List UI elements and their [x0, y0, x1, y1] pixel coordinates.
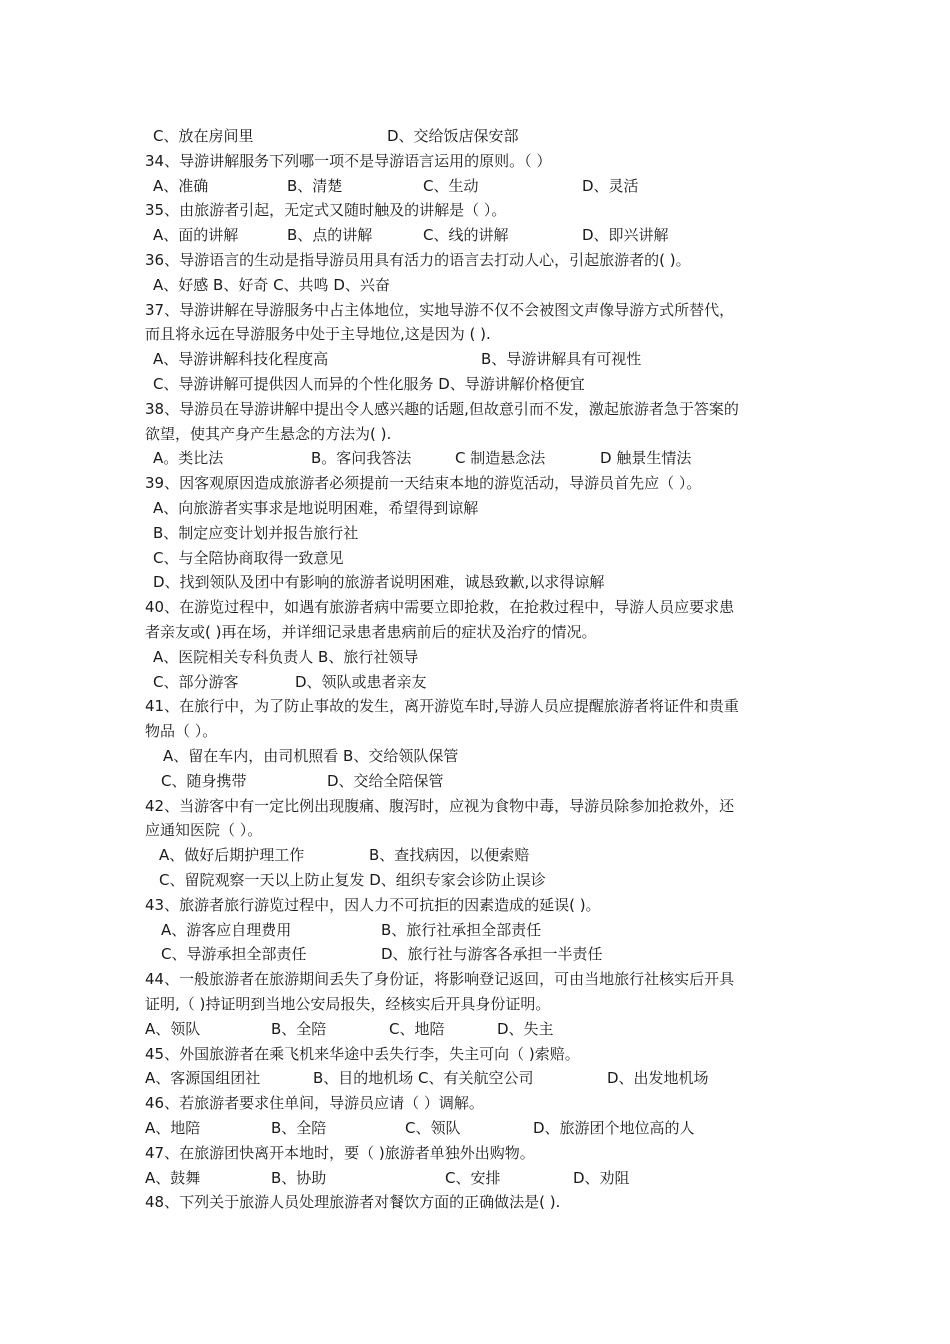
text-line	[145, 1017, 825, 1042]
text-segment: 应通知医院（ ）。	[145, 821, 263, 840]
text-segment: B、点的讲解	[287, 226, 373, 245]
text-line	[145, 248, 825, 273]
text-segment: B、清楚	[287, 176, 343, 195]
text-segment: D、交给全陪保管	[327, 771, 444, 790]
text-line	[145, 843, 825, 868]
text-segment: 46、若旅游者要求住单间，导游员应请（ ）调解。	[145, 1094, 484, 1113]
text-segment: D、旅游团个地位高的人	[533, 1119, 695, 1137]
text-line	[145, 694, 825, 719]
text-segment: 37、导游讲解在导游服务中占主体地位，实地导游不仅不会被图文声像导游方式所替代，	[145, 300, 735, 319]
text-line	[145, 149, 825, 174]
text-line	[145, 372, 825, 397]
text-line	[145, 744, 825, 769]
text-segment: 42、当游客中有一定比例出现腹痛、腹泻时，应视为食物中毒，导游员除参加抢救外，还	[145, 796, 735, 815]
text-line	[145, 620, 825, 645]
text-segment: C、导游承担全部责任	[161, 945, 307, 964]
text-segment: C、领队	[405, 1119, 461, 1137]
text-segment: B、全陪	[271, 1119, 327, 1137]
text-line	[145, 769, 825, 794]
text-line	[145, 1116, 825, 1141]
text-line	[145, 918, 825, 943]
text-line	[145, 645, 825, 670]
text-segment: A、游客应自理费用	[161, 920, 292, 939]
text-line	[145, 1141, 825, 1166]
text-line	[145, 124, 825, 149]
text-segment: C、地陪	[389, 1019, 445, 1038]
text-segment: C、安排	[445, 1168, 501, 1187]
text-line	[145, 1091, 825, 1116]
text-segment: A、向旅游者实事求是地说明困难，希望得到谅解	[153, 499, 479, 517]
text-line	[145, 893, 825, 918]
text-line	[145, 198, 825, 223]
text-line	[145, 570, 825, 595]
text-segment: A、准确	[153, 176, 209, 195]
text-segment: 40、在游览过程中，如遇有旅游者病中需要立即抢救，在抢救过程中，导游人员应要求患	[145, 598, 735, 617]
text-line	[145, 298, 825, 323]
text-line	[145, 347, 825, 372]
text-segment: 而且将永远在导游服务中处于主导地位,这是因为 ( ).	[145, 325, 491, 344]
text-segment: C、与全陪协商取得一致意见	[153, 548, 344, 567]
text-segment: C、生动	[423, 176, 479, 195]
text-line	[145, 670, 825, 695]
text-segment: A、做好后期护理工作	[159, 846, 305, 865]
text-segment: 欲望，使其产身产生悬念的方法为( ).	[145, 424, 392, 443]
text-line	[145, 992, 825, 1017]
text-segment: D、交给饭店保安部	[387, 127, 519, 145]
text-segment: C、线的讲解	[423, 226, 509, 245]
text-segment: 者亲友或( )再在场，并详细记录患者患病前后的症状及治疗的情况。	[145, 623, 597, 641]
text-line	[145, 1066, 825, 1091]
text-segment: A、客源国组团社	[145, 1069, 261, 1088]
text-segment: C、放在房间里	[153, 127, 254, 145]
text-line	[145, 546, 825, 571]
text-segment: D、找到领队及团中有影响的旅游者说明困难，诚恳致歉,以求得谅解	[153, 573, 605, 592]
text-segment: A、好感 B、好奇 C、共鸣 D、兴奋	[153, 275, 390, 294]
text-segment: C、留院观察一天以上防止复发 D、组织专家会诊防止误诊	[159, 871, 546, 889]
text-segment: D、出发地机场	[607, 1069, 709, 1088]
text-segment: 45、外国旅游者在乘飞机来华途中丢失行李，失主可向（ )索赔。	[145, 1044, 580, 1063]
text-segment: 41、在旅行中，为了防止事故的发生，离开游览车时,导游人员应提醒旅游者将证件和贵重	[145, 697, 739, 716]
text-line	[145, 868, 825, 893]
text-segment: B、协助	[271, 1168, 327, 1187]
text-segment: A、地陪	[145, 1119, 201, 1137]
text-line	[145, 446, 825, 471]
text-line	[145, 719, 825, 744]
text-line	[145, 942, 825, 967]
text-segment: B、制定应变计划并报告旅行社	[153, 523, 359, 542]
text-segment: A、留在车内，由司机照看 B、交给领队保管	[163, 747, 459, 765]
text-line	[145, 818, 825, 843]
text-segment: B、目的地机场 C、有关航空公司	[313, 1069, 534, 1088]
text-segment: B、旅行社承担全部责任	[381, 920, 542, 939]
text-segment: D、旅行社与游客各承担一半责任	[381, 945, 603, 964]
text-segment: D、即兴讲解	[582, 226, 669, 245]
text-segment: 44、一般旅游者在旅游期间丢失了身份证，将影响登记返回，可由当地旅行社核实后开具	[145, 970, 735, 989]
text-segment: 47、在旅游团快离开本地时，要（ )旅游者单独外出购物。	[145, 1143, 535, 1162]
text-line	[145, 521, 825, 546]
text-segment: B。客问我答法	[311, 449, 412, 468]
text-line	[145, 422, 825, 447]
text-segment: D、失主	[497, 1019, 554, 1038]
text-segment: 38、导游员在导游讲解中提出令人感兴趣的话题,但故意引而不发，激起旅游者急于答案的	[145, 399, 739, 418]
text-segment: B、全陪	[271, 1019, 327, 1038]
text-segment: 36、导游语言的生动是指导游员用具有活力的语言去打动人心，引起旅游者的( )。	[145, 251, 691, 269]
text-line	[145, 471, 825, 496]
text-segment: D、领队或患者亲友	[295, 672, 427, 691]
text-segment: A。类比法	[153, 449, 224, 468]
text-segment: B、查找病因，以便索赔	[369, 846, 530, 865]
text-line	[145, 1042, 825, 1067]
text-segment: C、随身携带	[161, 771, 247, 790]
text-segment: A、领队	[145, 1019, 201, 1038]
text-line	[145, 794, 825, 819]
text-line	[145, 595, 825, 620]
text-line	[145, 397, 825, 422]
text-segment: 证明,（ )持证明到当地公安局报失，经核实后开具身份证明。	[145, 995, 551, 1013]
text-line	[145, 174, 825, 199]
text-line	[145, 496, 825, 521]
text-line	[145, 322, 825, 347]
text-segment: 48、下列关于旅游人员处理旅游者对餐饮方面的正确做法是( ).	[145, 1193, 561, 1212]
text-segment: C 制造悬念法	[455, 449, 546, 468]
text-segment: A、面的讲解	[153, 226, 239, 245]
text-segment: A、医院相关专科负责人 B、旅行社领导	[153, 647, 419, 666]
text-line	[145, 223, 825, 248]
text-segment: D、劝阻	[573, 1168, 630, 1187]
text-line	[145, 1190, 825, 1215]
text-segment: 34、导游讲解服务下列哪一项不是导游语言运用的原则。（ ）	[145, 151, 552, 170]
text-segment: A、鼓舞	[145, 1168, 201, 1187]
text-segment: C、导游讲解可提供因人而异的个性化服务 D、导游讲解价格便宜	[153, 375, 585, 393]
text-segment: 39、因客观原因造成旅游者必须提前一天结束本地的游览活动，导游员首先应（ ）。	[145, 474, 702, 493]
text-segment: D、灵活	[582, 176, 639, 195]
text-line	[145, 967, 825, 992]
text-segment: 35、由旅游者引起，无定式又随时触及的讲解是（ ）。	[145, 201, 507, 220]
text-segment: D 触景生情法	[600, 449, 692, 468]
text-segment: C、部分游客	[153, 672, 239, 691]
text-segment: 43、旅游者旅行游览过程中，因人力不可抗拒的因素造成的延误( )。	[145, 895, 601, 914]
text-line	[145, 273, 825, 298]
text-line	[145, 1166, 825, 1191]
text-segment: B、导游讲解具有可视性	[481, 350, 642, 369]
text-segment: A、导游讲解科技化程度高	[153, 350, 329, 369]
text-segment: 物品（ ）。	[145, 722, 218, 741]
